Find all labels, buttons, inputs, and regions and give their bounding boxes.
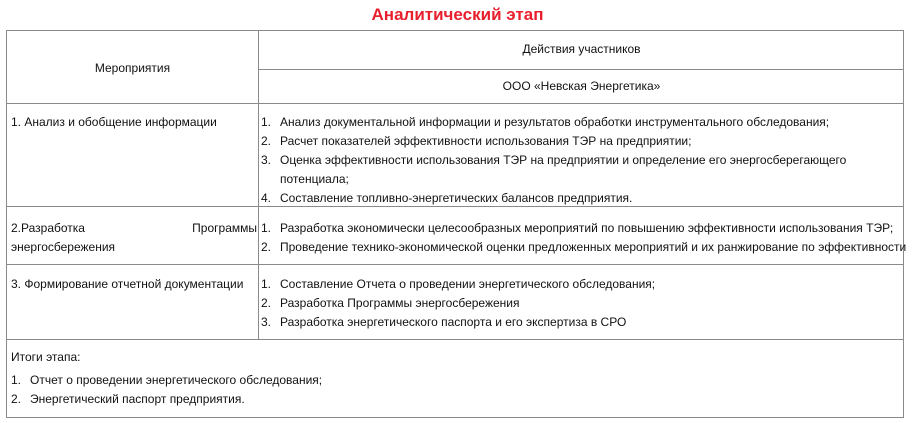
event-program: 2.Разработка Программы энергосбережения (11, 221, 257, 254)
list-item: 2. Энергетический паспорт предприятия. (11, 392, 245, 406)
row-divider (7, 103, 903, 104)
event-analysis: 1. Анализ и обобщение информации (11, 115, 217, 129)
list-item: 2. Проведение технико-экономической оценки предложенных мероприятий и их ранжирование по эффективности (261, 240, 907, 254)
list-item: 4. Составление топливно-энергетических балансов предприятия. (261, 191, 633, 205)
actions-list-program (261, 219, 906, 257)
list-item: 3. Разработка энергетического паспорта и его экспертиза в СРО (261, 315, 627, 329)
list-item: 2. Расчет показателей эффективности использования ТЭР на предприятии; (261, 134, 692, 148)
actions-list-analysis (261, 113, 846, 208)
actions-header: Действия участников (522, 42, 641, 56)
stage-table (6, 30, 907, 418)
company-header: ООО «Невская Энергетика» (502, 79, 661, 93)
summary-label: Итоги этапа: (11, 350, 81, 364)
actions-list-reporting (261, 275, 655, 332)
header-divider (258, 69, 904, 70)
list-item: 3. Оценка эффективности использования ТЭР на предприятии и определение его энергосберегающего потенциала; (261, 153, 847, 186)
list-item: 1. Отчет о проведении энергетического обследования; (11, 373, 323, 387)
list-item: 1. Анализ документальной информации и результатов обработки инструментального обследования; (261, 115, 830, 129)
row-divider (7, 339, 903, 340)
stage-title: Аналитический этап (371, 5, 544, 24)
event-reporting: 3. Формирование отчетной документации (11, 277, 244, 291)
list-item: 1. Разработка экономически целесообразных мероприятий по повышению эффективности использования ТЭР; (261, 221, 894, 235)
row-divider (7, 264, 903, 265)
list-item: 2. Разработка Программы энергосбережения (261, 296, 520, 310)
events-header: Мероприятия (94, 61, 171, 75)
summary-list (11, 371, 322, 409)
list-item: 1. Составление Отчета о проведении энергетического обследования; (261, 277, 656, 291)
